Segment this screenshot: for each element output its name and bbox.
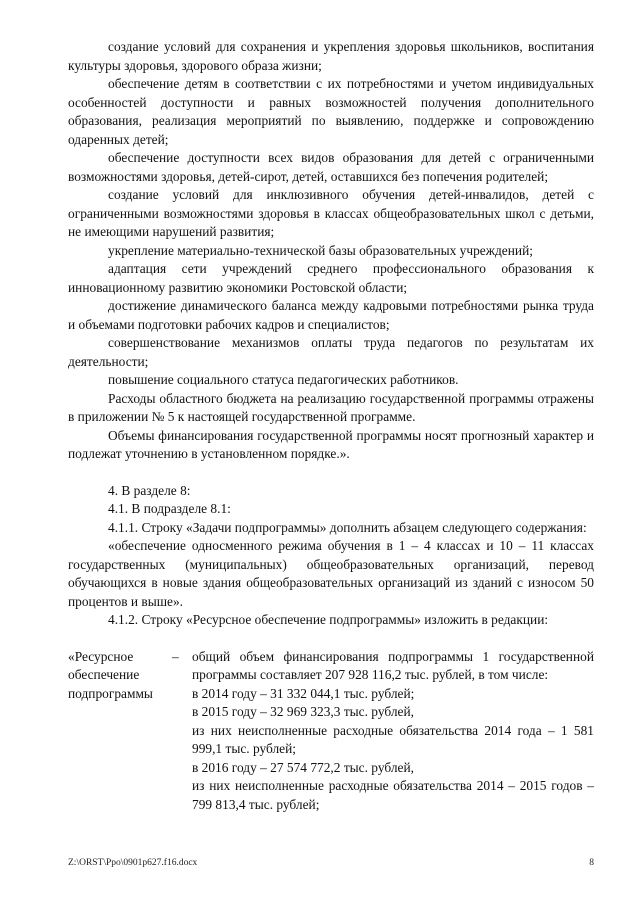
resource-table xyxy=(68,648,594,815)
table-label: «Ресурсное обеспечение подпрограммы xyxy=(68,648,153,701)
file-path: Z:\ORST\Ppo\0901p627.f16.docx xyxy=(68,858,198,868)
paragraph: создание условий для сохранения и укрепления здоровья школьников, воспитания культуры здоровья, здорового образа жизни; xyxy=(68,39,594,73)
table-line: в 2016 году – 27 574 772,2 тыс. рублей, xyxy=(192,759,414,775)
paragraph: обеспечение доступности всех видов образования для детей с ограниченными возможностями здоровья, детей-сирот, детей, оставшихся без попечения родителей; xyxy=(68,150,594,184)
table-dash: – xyxy=(172,648,179,664)
paragraph: повышение социального статуса педагогических работников. xyxy=(108,372,459,387)
paragraph: совершенствование механизмов оплаты труда педагогов по результатам их деятельности; xyxy=(68,335,594,369)
paragraph: укрепление материально-технической базы образовательных учреждений; xyxy=(108,242,533,258)
paragraph: адаптация сети учреждений среднего профессионального образования к инновационному развитию экономики Ростовской области; xyxy=(68,261,594,295)
spacer xyxy=(68,464,594,482)
table-line: в 2014 году – 31 332 044,1 тыс. рублей; xyxy=(192,685,415,701)
spacer xyxy=(68,630,594,648)
paragraph: Расходы областного бюджета на реализацию государственной программы отражены в приложении № 5 к настоящей государственной программе. xyxy=(68,390,594,424)
document-body xyxy=(68,38,594,814)
paragraph: создание условий для инклюзивного обучения детей-инвалидов, детей с ограниченными возможностями здоровья в классах общеобразовательных школ с детьми, не имеющими нарушений развития; xyxy=(68,187,594,239)
section-heading: 4. В разделе 8: xyxy=(108,482,191,498)
paragraph: 4.1.1. Строку «Задачи подпрограммы» дополнить абзацем следующего содержания: xyxy=(108,519,587,535)
paragraph: 4.1.2. Строку «Ресурсное обеспечение подпрограммы» изложить в редакции: xyxy=(108,612,549,627)
quoted-paragraph: «обеспечение односменного режима обучения в 1 – 4 классах и 10 – 11 классах государственных (муниципальных) общеобразовательных организаций, перевод обучающихся в новые здания общеобразовательных организаций из зданий с износом 50 процентов и выше». xyxy=(68,538,594,609)
subsection-heading: 4.1. В подразделе 8.1: xyxy=(108,501,231,516)
paragraph: достижение динамического баланса между кадровыми потребностями рынка труда и объемами подготовки рабочих кадров и специалистов; xyxy=(68,298,594,332)
table-line: из них неисполненные расходные обязательства 2014 года – 1 581 999,1 тыс. рублей; xyxy=(192,722,594,756)
page-footer xyxy=(68,854,594,873)
paragraph: Объемы финансирования государственной программы носят прогнозный характер и подлежат уточнению в установленном порядке.». xyxy=(68,427,594,461)
table-line: общий объем финансирования подпрограммы 1 государственной программы составляет 207 928 116,2 тыс. рублей, в том числе: xyxy=(192,648,594,682)
table-line: в 2015 году – 32 969 323,3 тыс. рублей, xyxy=(192,704,414,719)
page-number: 8 xyxy=(589,858,594,868)
table-content xyxy=(192,648,594,815)
table-line: из них неисполненные расходные обязательства 2014 – 2015 годов – 799 813,4 тыс. рублей; xyxy=(192,778,594,812)
paragraph: обеспечение детям в соответствии с их потребностями и учетом индивидуальных особенностей доступности и равных возможностей получения дополнительного образования, реализация мероприятий по выявлению, поддержке и сопровождению одаренных детей; xyxy=(68,76,594,147)
